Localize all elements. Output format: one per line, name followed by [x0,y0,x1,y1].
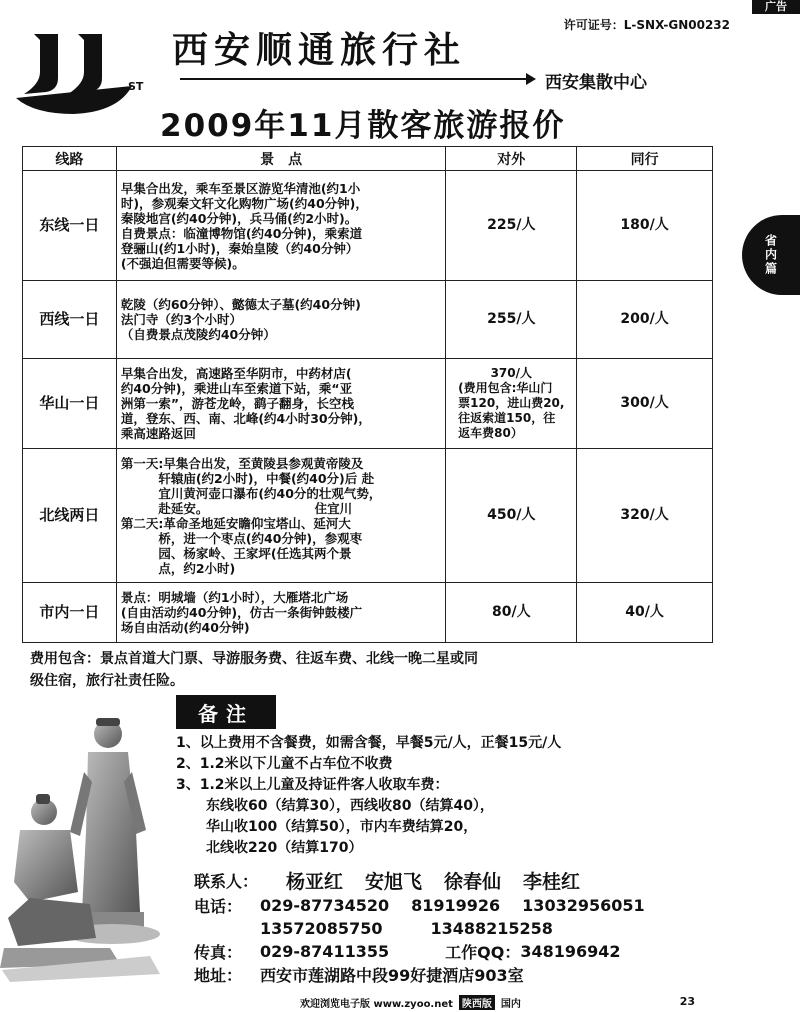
sights-cell [116,171,446,281]
external-price: 225/人 [446,171,577,281]
sights-cell [116,359,446,449]
sight-line: 点，约2小时) [120,560,236,576]
note-line: 2、1.2米以下儿童不占车位不收费 [176,756,393,772]
fee-include-line: 费用包含：景点首道大门票、导游服务费、往返车费、北线一晚二星或同 [30,651,478,667]
logo-st: ST [128,80,144,93]
route-name: 华山一日 [23,359,117,449]
sight-line: (不强迫但需要等候)。 [120,255,245,271]
header-route: 线路 [23,147,117,171]
arrow-head-icon [526,73,536,85]
fee-detail-line: 往返索道150，往 [458,411,556,425]
external-price: 255/人 [446,281,577,359]
sights-cell [116,583,446,643]
sight-line: 景点：明城墙（约1小时），大雁塔北广场 [120,590,349,605]
table-row [23,449,713,583]
external-price: 450/人 [446,449,577,583]
route-name: 市内一日 [23,583,117,643]
ad-tag: 广告 [752,0,800,14]
sight-line: 第二天:革命圣地延安瞻仰宝塔山、延河大 [120,515,351,531]
phone-number: 13572085750 [260,919,383,938]
peer-price: 320/人 [577,449,713,583]
sight-line: （自费景点茂陵约40分钟） [120,327,276,342]
sight-line: 乘高速路返回 [120,426,196,441]
sight-line: 早集合出发，高速路至华阴市，中药材店( [120,366,352,381]
note-line: 3、1.2米以上儿童及持证件客人收取车费： [176,777,449,793]
sights-cell [116,449,446,583]
divider-arrow-line [180,78,530,80]
contact-block [194,866,754,986]
footer [300,995,521,1010]
header-external: 对外 [446,147,577,171]
address-label: 地址： [194,966,243,985]
header-sights: 景 点 [116,147,446,171]
route-name: 东线一日 [23,171,117,281]
contact-people-row [194,866,754,894]
license-number: 许可证号：L-SNX-GN00232 [563,18,730,32]
note-sub-line: 北线收220（结算170） [206,840,363,856]
sight-line: 自费景点：临潼博物馆(约40分钟)，乘索道 [120,225,363,241]
contact-person: 徐春仙 [444,870,502,893]
sight-line: 洲第一索”，游苍龙岭，鹞子翻身，长空栈 [120,396,355,411]
footer-section: 国内 [500,999,521,1010]
people-label: 联系人： [194,871,259,891]
table-header-row [23,147,713,171]
external-price: 370/人 [490,366,533,380]
sight-line: 第一天:早集合出发，至黄陵县参观黄帝陵及 [120,455,364,471]
sight-line: 赴延安。 住宜川 [120,500,353,516]
phone-label: 电话： [194,897,243,916]
qq-label: 工作QQ： [445,943,521,962]
fax-row [194,940,754,963]
company-logo-icon [14,28,144,116]
phone-row-2 [194,917,754,940]
fee-detail-line: 票120，进山费20, [458,396,565,410]
external-detail [458,366,564,441]
qq-number: 348196942 [520,942,621,961]
sight-line: 园、杨家岭、王家坪(任选其两个景 [120,545,352,561]
price-table [22,146,713,643]
sight-line: 早集合出发，乘车至景区游览华清池(约1小 [120,180,361,196]
sight-line: 登骊山(约1小时)，秦始皇陵（约40分钟） [120,240,359,256]
sight-line: 桥，进一个枣点(约40分钟)，参观枣 [120,530,363,546]
table-row [23,281,713,359]
sight-line: 时)，参观秦文轩文化购物广场(约40分钟)， [120,195,368,211]
address-row [194,963,754,986]
note-sub-line: 东线收60（结算30），西线收80（结算40）， [206,798,494,814]
table-row [23,359,713,449]
center-name: 西安集散中心 [545,73,647,93]
fee-detail-line: (费用包含:华山门 [458,381,553,395]
sight-line: (自由活动约40分钟)，仿古一条街钟鼓楼广 [120,605,363,620]
table-row [23,171,713,281]
external-price-detail [446,359,577,449]
external-price: 80/人 [446,583,577,643]
footer-brand: 陕西版 [459,995,495,1010]
address: 西安市莲湖路中段99好捷酒店903室 [260,966,524,985]
header-peer: 同行 [577,147,713,171]
notes-header: 备注 [176,695,276,729]
page-title: 2009年11月散客旅游报价 [160,108,566,144]
peer-price: 180/人 [577,171,713,281]
contact-person: 杨亚红 [286,870,344,893]
sight-line: 场自由活动(约40分钟) [120,620,250,635]
peer-price: 200/人 [577,281,713,359]
sight-line: 约40分钟)，乘进山车至索道下站，乘“亚 [120,381,353,396]
sights-cell [116,281,446,359]
fee-include-line: 级住宿，旅行社责任险。 [30,673,184,689]
fax-label: 传真： [194,943,243,962]
note-sub-line: 华山收100（结算50），市内车费结算20， [206,819,478,835]
fax-number: 029-87411355 [260,942,390,961]
phone-number: 81919926 [411,896,501,915]
fee-detail-line: 返车费80） [458,426,523,440]
peer-price: 300/人 [577,359,713,449]
phone-number: 13488215258 [430,919,553,938]
section-tab: 省内篇 [742,215,800,295]
peer-price: 40/人 [577,583,713,643]
contact-person: 李桂红 [523,870,581,893]
terracotta-warrior-icon [0,712,170,982]
notes [176,733,736,859]
note-line: 1、以上费用不含餐费，如需含餐，早餐5元/人，正餐15元/人 [176,735,562,751]
route-name: 西线一日 [23,281,117,359]
footer-text: 欢迎浏览电子版 www.zyoo.net [300,999,453,1010]
sight-line: 道，登东、西、南、北峰(约4小时30分钟)， [120,411,371,426]
route-name: 北线两日 [23,449,117,583]
phone-number: 13032956051 [522,896,645,915]
table-row [23,583,713,643]
contact-person: 安旭飞 [365,870,423,893]
fee-include [30,648,690,692]
sight-line: 宜川黄河壶口瀑布(约40分的壮观气势， [120,485,382,501]
sight-line: 轩辕庙(约2小时)，中餐(约40分)后 赴 [120,470,375,486]
page-number: 23 [679,995,695,1008]
sight-line: 乾陵（约60分钟）、懿德太子墓(约40分钟) [120,297,361,312]
phone-number: 029-87734520 [260,896,390,915]
company-name: 西安顺通旅行社 [172,29,467,71]
sight-line: 法门寺（约3个小时） [120,312,243,327]
sight-line: 秦陵地宫(约40分钟)，兵马俑(约2小时)。 [120,210,358,226]
phone-row [194,894,754,917]
